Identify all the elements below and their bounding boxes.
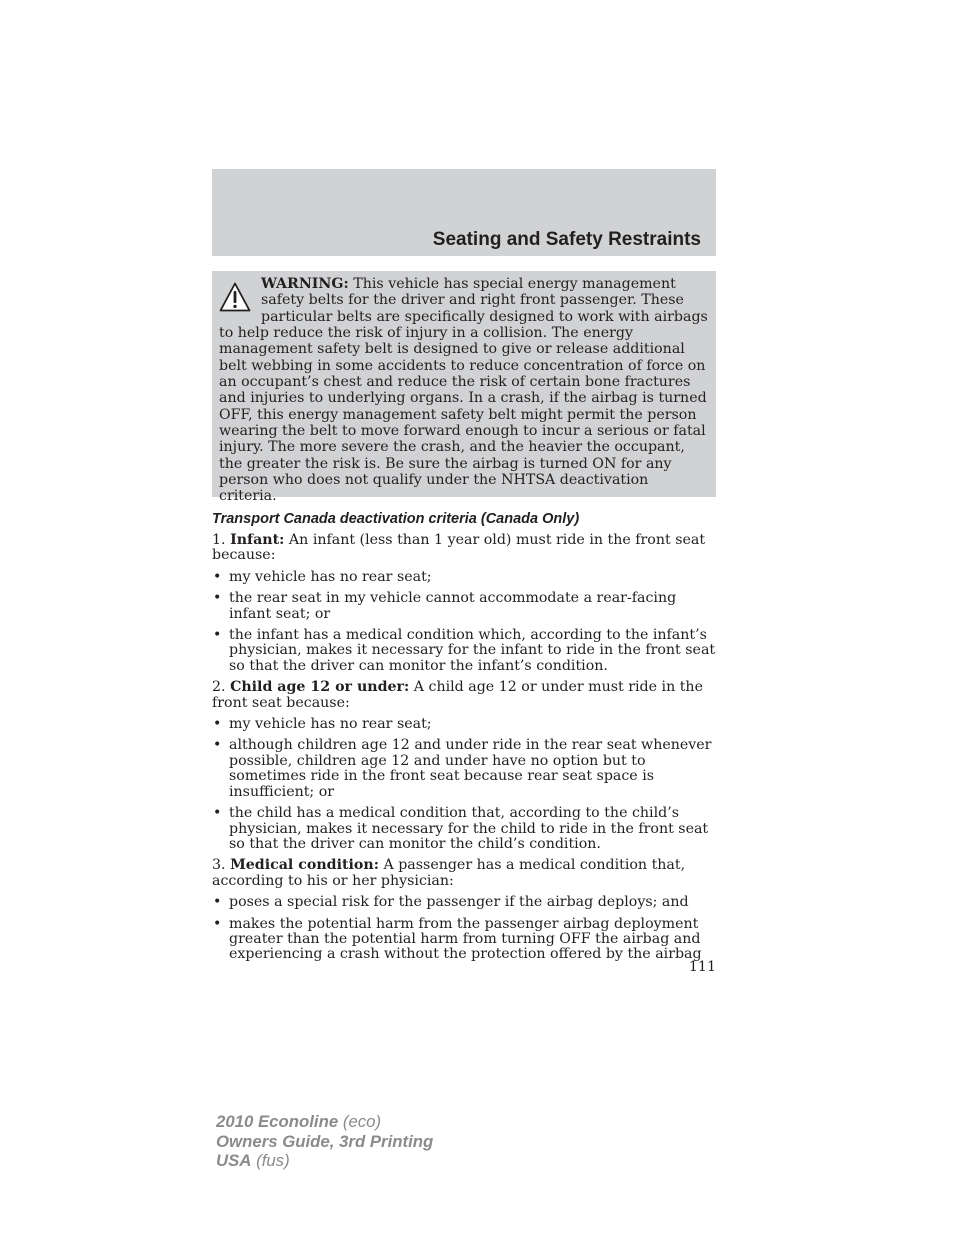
list-item: • my vehicle has no rear seat; [212,717,716,732]
footer-market: USA [216,1151,252,1170]
page-number: 111 [688,959,716,975]
warning-text [219,276,710,505]
list-item: • although children age 12 and under ride in the rear seat whenever possible, children age 12 and under have no option but to sometimes ride in the front seat because rear seat space is insufficient; or [212,738,716,800]
list-item: • the infant has a medical condition which, according to the infant’s physician, makes it necessary for the infant to ride in the front seat so that the driver can monitor the infant’s condition. [212,628,716,674]
criterion-1 [212,533,716,564]
warning-box [212,271,716,505]
criterion-3 [212,858,716,889]
footer-market-code: (fus) [251,1151,290,1170]
list-item: • makes the potential harm from the passenger airbag deployment greater than the potential harm from turning OFF the airbag and experiencing a crash without the protection offered by the airbag [212,917,716,963]
warning-label: WARNING: [261,276,349,292]
criterion-number: 3. [212,857,226,874]
warning-body: This vehicle has special energy management safety belts for the driver and right front passenger. These particular belts are specifically designed to work with airbags to help reduce the risk of injury in a collision. The energy management safety belt is designed to give or release additional belt webbing in some accidents to reduce concentration of force on an occupant’s chest and reduce the risk of certain bone fractures and injuries to underlying organs. In a crash, if the airbag is turned OFF, this energy management safety belt might permit the person wearing the belt to move forward enough to incur a serious or fatal injury. The more severe the crash, and the heavier the occupant, the greater the risk is. Be sure the airbag is turned ON for any person who does not qualify under the NHTSA deactivation criteria. [219,276,708,505]
criterion-3-bullets [212,895,716,963]
subheading: Transport Canada deactivation criteria (Canada Only) [212,511,580,527]
criterion-number: 2. [212,679,226,696]
criterion-text: A passenger has a medical condition that, according to his or her physician: [212,857,686,889]
criterion-label: Infant: [230,532,285,548]
footer-line-3 [216,1151,433,1171]
list-item: • the rear seat in my vehicle cannot accommodate a rear-facing infant seat; or [212,591,716,622]
document-footer [216,1112,433,1171]
list-item: • the child has a medical condition that, according to the child’s physician, makes it necessary for the child to ride in the front seat so that the driver can monitor the child’s condition. [212,806,716,852]
warning-triangle-icon [219,281,251,313]
footer-line-2: Owners Guide, 3rd Printing [216,1131,434,1151]
footer-model-code: (eco) [338,1112,382,1131]
criterion-label: Medical condition: [230,857,379,874]
criterion-2-bullets [212,717,716,852]
list-item: • my vehicle has no rear seat; [212,570,716,585]
list-item: • poses a special risk for the passenger if the airbag deploys; and [212,895,716,910]
section-header-band [212,169,716,256]
footer-line-1 [216,1112,433,1132]
criteria-content [212,533,716,969]
criterion-2 [212,680,716,711]
criterion-number: 1. [212,532,226,548]
criterion-text: A child age 12 or under must ride in the front seat because: [212,679,703,711]
section-title: Seating and Safety Restraints [432,229,701,250]
footer-model: 2010 Econoline [216,1112,339,1131]
criterion-label: Child age 12 or under: [230,679,410,696]
criterion-1-bullets [212,570,716,674]
criterion-text: An infant (less than 1 year old) must ride in the front seat because: [212,532,706,564]
